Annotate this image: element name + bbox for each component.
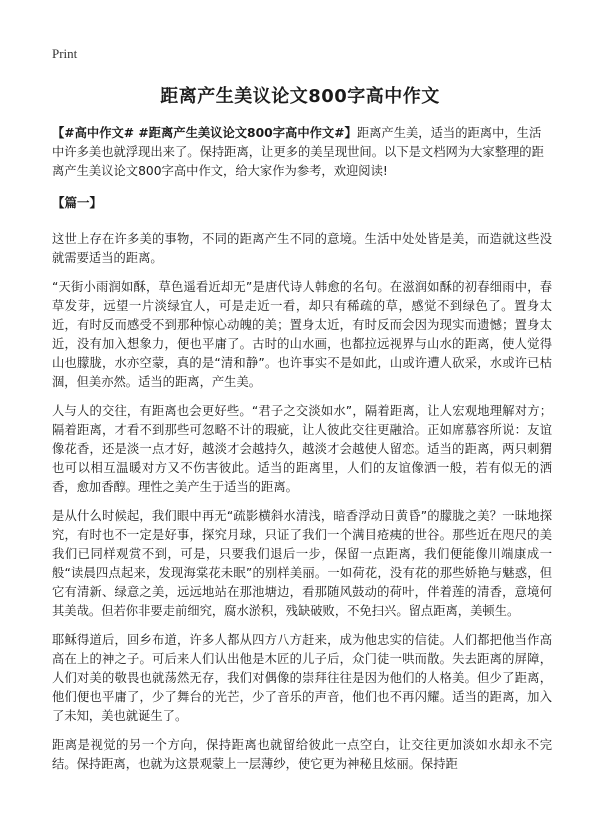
article-paragraph: 是从什么时候起，我们眼中再无“疏影横斜水清浅，暗香浮动日黄昏”的朦胧之美？一昧地探究，有时也不一定是好事，探究月球，只证了我们一个满目疮痍的世谷。那些近在咫尺的美我们已同样观赏不到，可是，只要我们退后一步，保留一点距离，我们便能像川端康成一般“读晨四点起来，发现海棠花未眠”的别样美丽。一如荷花，没有花的那些娇艳与魅惑，但它有清新、绿意之美，远远地站在那池塘边，看那随风鼓动的荷叶，伴着莲的清香，意境何其美哉。但若你非要走前细究，腐水淤积，残缺破败，不免扫兴。留点距离，美顿生。 [52,509,552,618]
page-title: 距离产生美议论文800字高中作文 [160,86,440,107]
section-heading: 【篇一】 [52,195,103,210]
article-paragraph: 耶稣得道后，回乡布道，许多人都从四方八方赶来，成为他忠实的信徒。人们都把他当作高高在上的神之子。可后来人们认出他是木匠的儿子后，众门徒一哄而散。失去距离的屏障，人们对美的敬畏也就荡然无存，我们对偶像的崇拜往往是因为他们的人格美。但少了距离，他们便也平庸了，少了舞台的光芒，少了音乐的声音，他们也不再闪耀。适当的距离，加入了未知，美也就诞生了。 [52,633,552,723]
print-link[interactable]: Print [52,46,78,61]
article-paragraph: 这世上存在许多美的事物，不同的距离产生不同的意境。生活中处处皆是美，而造就这些没就需要适当的距离。 [52,232,552,265]
article-paragraph: “天街小雨润如酥，草色遥看近却无”是唐代诗人韩愈的名句。在滋润如酥的初春细雨中，春草发芽，远望一片淡绿宜人，可是走近一看，却只有稀疏的草，感觉不到绿色了。置身太近，有时反而感受不到那种惊心动魄的美；置身太近，有时反而会因为现实而遗憾；置身太近，没有加入想象力，便也平庸了。古时的山水画，也都拉远视界与山水的距离，使人觉得山也朦胧，水亦空蒙，真的是“清和静”。也许事实不是如此，山或许遭人砍采，水或许已枯涸，但美亦然。适当的距离，产生美。 [52,280,552,389]
intro-tag: 【#高中作文# #距离产生美议论文800字高中作文#】 [52,126,357,140]
article-body [52,124,552,784]
article-paragraph: 人与人的交往，有距离也会更好些。“君子之交淡如水”，隔着距离，让人宏观地理解对方；隔着距离，才看不到那些可忽略不计的瑕疵，让人彼此交往更融洽。正如席慕容所说：友谊像花香，还是淡一点才好，越淡才会越持久，越淡才会越使人留恋。适当的距离，两只刺猬也可以相互温暖对方又不伤害彼此。适当的距离里，人们的友谊像洒一般，若有似无的洒香，愈加香醇。理性之美产生于适当的距离。 [52,404,552,494]
intro-text: 距离产生美，适当的距离中，生活中许多美也就浮现出来了。保持距离，让更多的美呈现世间。以下是文档网为大家整理的距离产生美议论文800字高中作文，给大家作为参考，欢迎阅读! [52,126,544,178]
article-paragraph: 距离是视觉的另一个方向，保持距离也就留给彼此一点空白，让交往更加淡如水却永不完结。保持距离，也就为这景观蒙上一层薄纱，使它更为神秘且炫丽。保持距 [52,738,552,771]
intro-paragraph [52,124,552,181]
